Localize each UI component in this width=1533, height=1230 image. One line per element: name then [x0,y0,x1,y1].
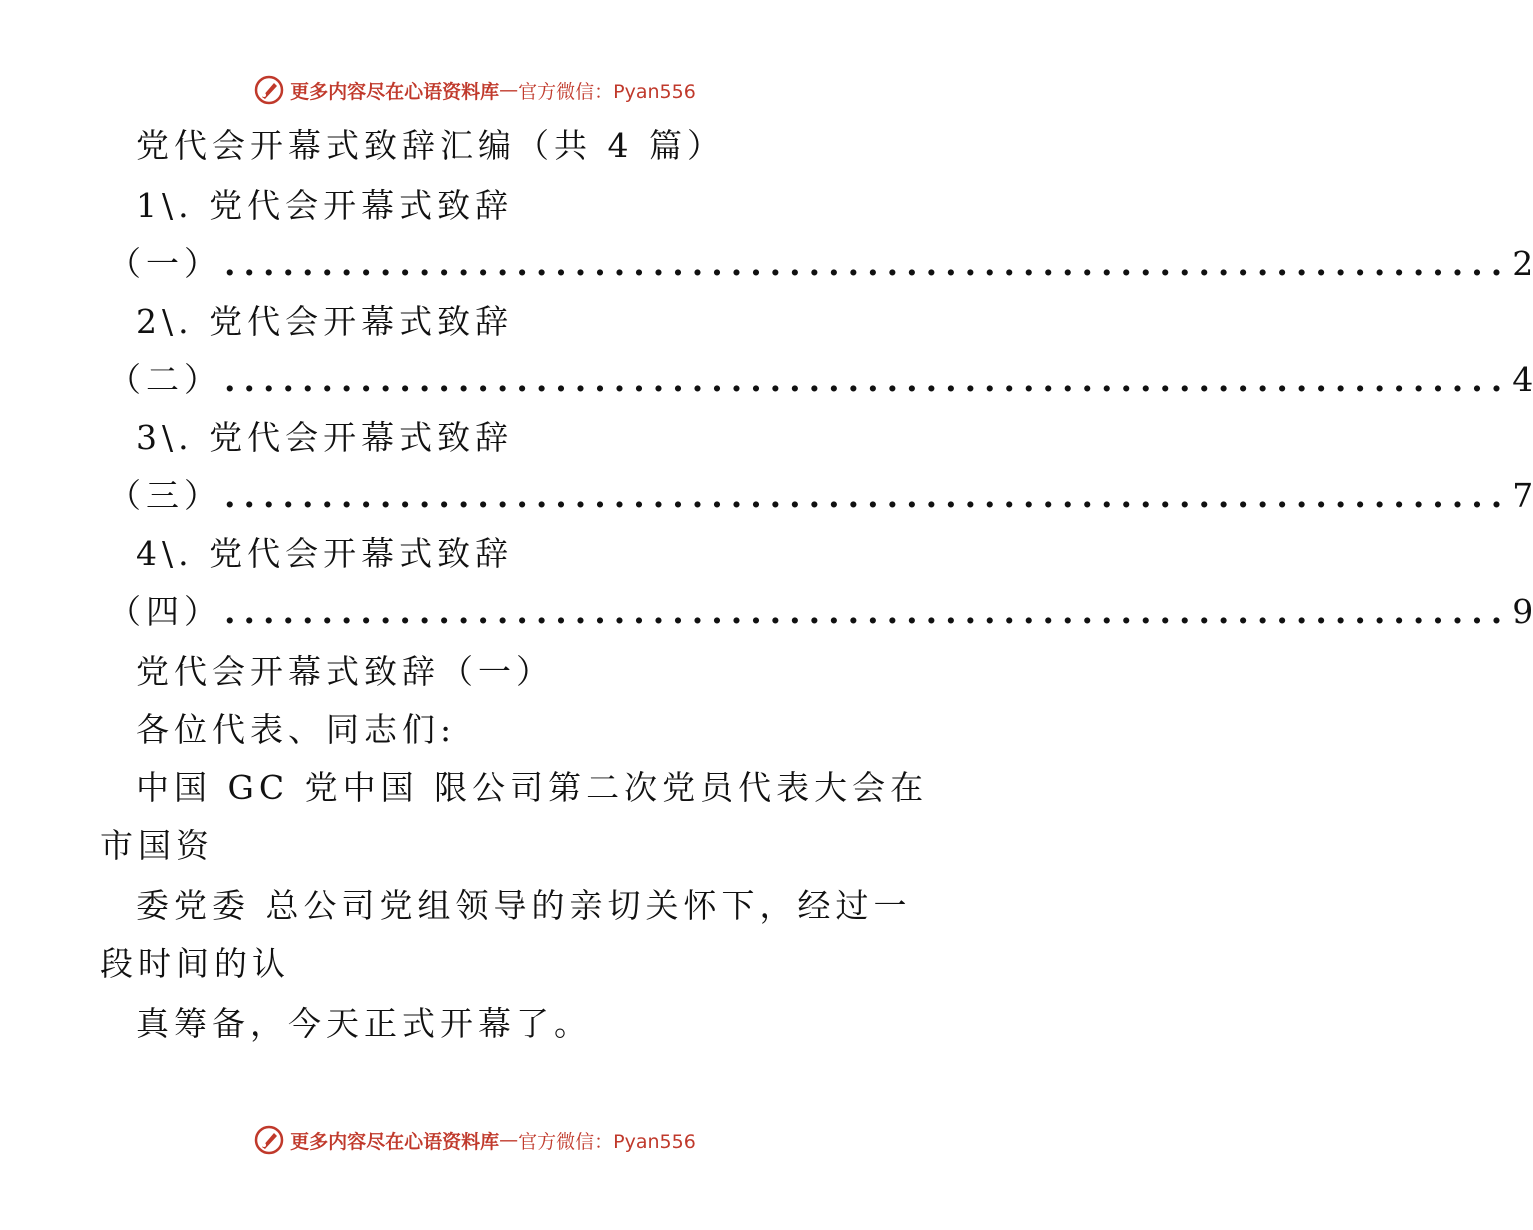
toc-entry-row[interactable] [108,476,1533,516]
toc-page-number: 4 [1512,360,1533,399]
toc-entry-title: 4\. 党代会开幕式致辞 [136,534,514,573]
footer-banner [0,1120,950,1160]
body-paragraph-line: 真筹备，今天正式开幕了。 [136,1004,592,1043]
body-paragraph-line: 市国资 [100,826,214,865]
toc-page-number: 9 [1512,592,1533,631]
toc-entry-label: （二） [108,360,222,399]
body-paragraph-line: 委党委 总公司党组领导的亲切关怀下，经过一 [136,886,912,925]
toc-entry-title: 2\. 党代会开幕式致辞 [136,302,514,341]
banner-main-text: 更多内容尽在心语资料库 [290,1130,500,1153]
body-paragraph-line: 中国 GC 党中国 限公司第二次党员代表大会在 [136,768,929,807]
banner-wechat-text: 官方微信：Pyan556 [518,80,696,103]
toc-entry-row[interactable] [108,244,1533,284]
header-banner [0,70,950,110]
banner-separator: — [499,1129,519,1151]
toc-leader-dots: .................................................................. [224,360,1511,399]
pen-logo-icon [254,75,284,105]
toc-page-number: 2 [1512,244,1533,283]
body-paragraph-line: 段时间的认 [100,944,290,983]
toc-entry-row[interactable] [108,592,1533,632]
toc-entry-title: 1\. 党代会开幕式致辞 [136,186,514,225]
salutation: 各位代表、同志们: [136,710,457,749]
banner-separator: — [499,79,519,101]
toc-leader-dots: .................................................................. [224,244,1511,283]
banner-main-text: 更多内容尽在心语资料库 [290,80,500,103]
toc-entry-label: （三） [108,476,222,515]
banner-wechat-text: 官方微信：Pyan556 [518,1130,696,1153]
toc-leader-dots: .................................................................. [224,592,1511,631]
toc-entry-row[interactable] [108,360,1533,400]
pen-logo-icon [254,1125,284,1155]
toc-page-number: 7 [1512,476,1533,515]
toc-entry-label: （一） [108,244,222,283]
document-title: 党代会开幕式致辞汇编（共 4 篇） [136,126,725,165]
toc-entry-label: （四） [108,592,222,631]
section-title: 党代会开幕式致辞（一） [136,652,554,691]
toc-entry-title: 3\. 党代会开幕式致辞 [136,418,514,457]
toc-leader-dots: .................................................................. [224,476,1511,515]
